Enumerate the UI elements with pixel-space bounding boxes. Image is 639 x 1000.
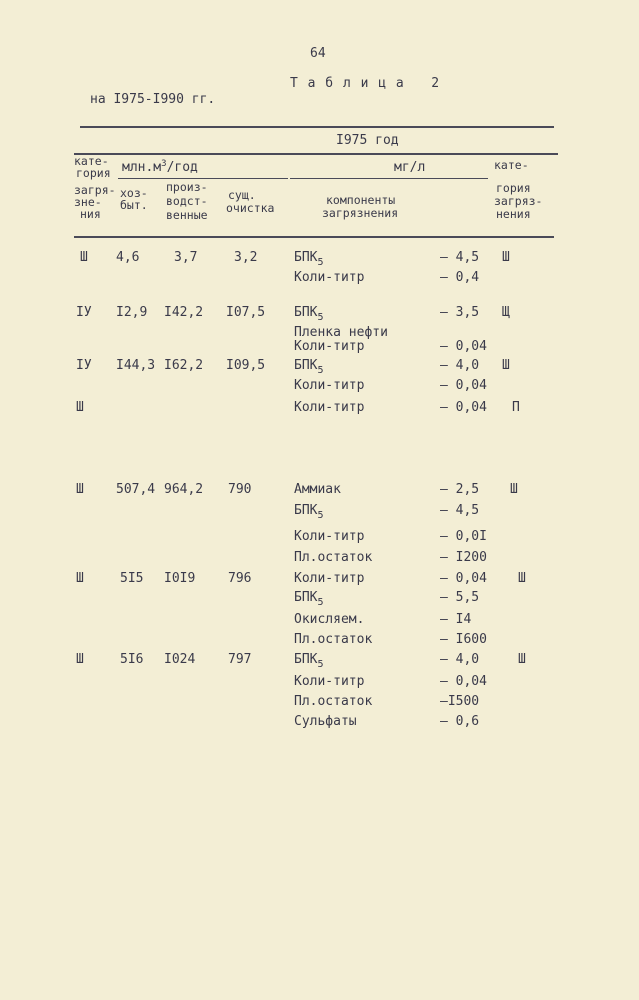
cell-proizv: I024 xyxy=(164,652,196,667)
cell-category-right: Ш xyxy=(502,358,510,373)
cell-sush: 796 xyxy=(228,571,252,586)
cell-value: – 0,04 xyxy=(440,571,487,586)
cell-value: – 2,5 xyxy=(440,482,480,497)
cell-component: Аммиак xyxy=(294,482,341,497)
cat-left-5: ния xyxy=(80,207,101,221)
mgl-label: мг/л xyxy=(394,160,426,175)
cell-sush: 797 xyxy=(228,652,252,667)
cell-component: Сульфаты xyxy=(294,714,357,729)
cell-hoz: 507,4 xyxy=(116,482,156,497)
cat-right-2: гория xyxy=(496,181,531,195)
cell-value: – 0,04 xyxy=(440,378,487,393)
cat-right-3: загряз- xyxy=(494,194,543,208)
cell-value: – I4 xyxy=(440,612,472,627)
cell-component: Окисляем. xyxy=(294,612,365,627)
cell-hoz: 4,6 xyxy=(116,250,140,265)
cell-value: – 0,04 xyxy=(440,339,487,354)
table-title: Т а б л и ц а 2 xyxy=(290,76,441,91)
page-number: 64 xyxy=(310,46,326,61)
sush-1: сущ. xyxy=(228,188,256,202)
cell-value: – 3,5 xyxy=(440,305,480,320)
cell-component: Коли-титр xyxy=(294,378,365,393)
cell-category-right: П xyxy=(512,400,520,415)
cell-component: $БПК_5$ xyxy=(294,358,324,376)
cell-sush: I07,5 xyxy=(226,305,266,320)
cell-value: – I600 xyxy=(440,632,487,647)
cell-sush: 3,2 xyxy=(234,250,258,265)
cell-value: – 4,5 xyxy=(440,503,480,518)
cell-category: Ш xyxy=(76,571,84,586)
cell-value: – 5,5 xyxy=(440,590,480,605)
proizv-1: произ- xyxy=(166,180,208,194)
proizv-2: водст- xyxy=(166,194,208,208)
cat-left-4: зне- xyxy=(74,195,102,209)
cell-value: – 4,0 xyxy=(440,358,480,373)
cell-component: Пл.остаток xyxy=(294,550,373,565)
cat-left-1: кате- xyxy=(74,154,109,168)
cat-right-4: нения xyxy=(496,207,531,221)
cell-category: ІУ xyxy=(76,305,92,320)
cell-category-right: Ш xyxy=(518,571,526,586)
cell-hoz: I44,3 xyxy=(116,358,156,373)
cell-category-right: Ш xyxy=(502,250,510,265)
cell-component: Пленка нефти xyxy=(294,325,388,340)
cell-component: Пл.остаток xyxy=(294,694,373,709)
cell-value: – 4,5 xyxy=(440,250,480,265)
cell-hoz: 5I5 xyxy=(120,571,144,586)
hoz-2: быт. xyxy=(120,198,148,212)
cell-proizv: 964,2 xyxy=(164,482,204,497)
cell-category: ІУ xyxy=(76,358,92,373)
cell-hoz: I2,9 xyxy=(116,305,148,320)
cell-proizv: I42,2 xyxy=(164,305,204,320)
hoz-1: хоз- xyxy=(120,186,148,200)
cell-component: Коли-титр xyxy=(294,339,365,354)
cell-component: $БПК_5$ xyxy=(294,250,324,268)
cell-sush: I09,5 xyxy=(226,358,266,373)
cell-proizv: I62,2 xyxy=(164,358,204,373)
cat-left-3: загря- xyxy=(74,183,116,197)
cell-value: – 0,04 xyxy=(440,400,487,415)
cell-component: $БПК_5$ xyxy=(294,652,324,670)
cell-hoz: 5I6 xyxy=(120,652,144,667)
header-top-rule xyxy=(80,126,554,128)
cell-value: – 0,4 xyxy=(440,270,480,285)
cell-component: Пл.остаток xyxy=(294,632,373,647)
cell-component: $БПК_5$ xyxy=(294,305,324,323)
cat-right-1: кате- xyxy=(494,158,529,172)
cell-value: – 0,0I xyxy=(440,529,487,544)
cell-value: – I200 xyxy=(440,550,487,565)
cell-proizv: I0I9 xyxy=(164,571,196,586)
header-sub-rule-left xyxy=(118,178,288,179)
cell-proizv: 3,7 xyxy=(174,250,198,265)
cell-category-right: Щ xyxy=(502,305,510,320)
header-bottom-rule xyxy=(74,236,554,238)
cell-category: Ш xyxy=(76,482,84,497)
cell-component: Коли-титр xyxy=(294,674,365,689)
cell-component: Коли-титр xyxy=(294,529,365,544)
header-year-rule xyxy=(74,153,558,155)
cell-sush: 790 xyxy=(228,482,252,497)
header-sub-rule-right xyxy=(290,178,488,179)
cell-category-right: Ш xyxy=(510,482,518,497)
cell-category-right: Ш xyxy=(518,652,526,667)
cell-value: – 0,04 xyxy=(440,674,487,689)
year-label: I975 год xyxy=(336,133,399,148)
sush-2: очистка xyxy=(226,201,275,215)
units-label: $млн.м^3$/год xyxy=(122,159,198,175)
cat-left-2: гория xyxy=(76,166,111,180)
cell-component: Коли-титр xyxy=(294,400,365,415)
cell-value: –I500 xyxy=(440,694,480,709)
cell-category: Ш xyxy=(76,400,84,415)
cell-category: Ш xyxy=(80,250,88,265)
cell-component: $БПК_5$ xyxy=(294,503,324,521)
cell-category: Ш xyxy=(76,652,84,667)
comp-1: компоненты xyxy=(326,193,396,207)
proizv-3: венные xyxy=(166,208,208,222)
cell-value: – 0,6 xyxy=(440,714,480,729)
cell-component: Коли-титр xyxy=(294,571,365,586)
cell-component: Коли-титр xyxy=(294,270,365,285)
cell-value: – 4,0 xyxy=(440,652,480,667)
cell-component: $БПК_5$ xyxy=(294,590,324,608)
comp-2: загрязнения xyxy=(322,206,399,220)
period-label: на I975-I990 гг. xyxy=(90,92,216,107)
